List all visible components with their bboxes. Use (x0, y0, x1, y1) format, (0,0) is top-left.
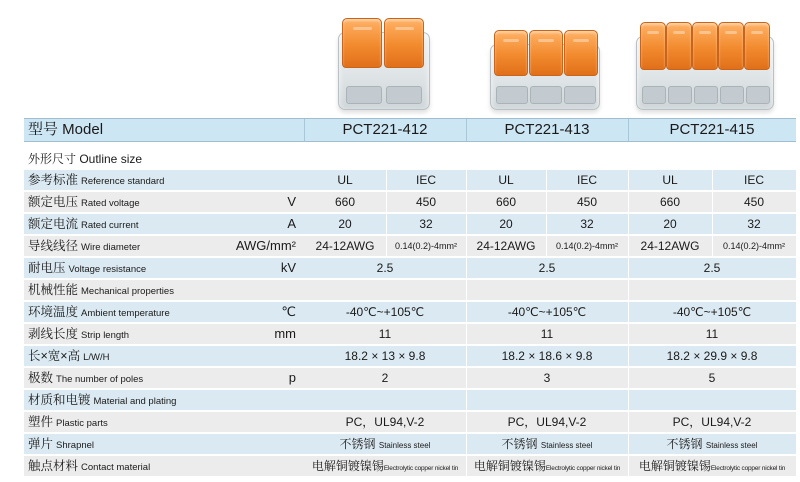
row-label-en: Mechanical properties (81, 286, 174, 297)
row-label-en: Shrapnel (56, 440, 95, 451)
value-cell: 0.14(0.2)-4mm² (722, 241, 785, 251)
row-material-plating (24, 390, 796, 412)
value-cell: 32 (580, 217, 594, 231)
row-label-en: L/W/H (83, 352, 110, 363)
unit-label: ℃ (281, 304, 296, 319)
row-rated-current (24, 214, 796, 236)
row-wire-diameter (24, 236, 796, 258)
value-cell: PC，UL94,V-2 (507, 415, 587, 429)
value-cell: 32 (419, 217, 433, 231)
row-reference-standard (24, 170, 796, 192)
value-cell: 20 (663, 217, 677, 231)
row-label-en: Wire diameter (81, 242, 141, 253)
row-label-cn: 长×宽×高 (28, 349, 81, 363)
row-label-en: Voltage resistance (68, 264, 147, 275)
value-cell: 11 (540, 327, 554, 341)
row-number-of-poles (24, 368, 796, 390)
value-cell: IEC (576, 173, 597, 187)
unit-label: AWG/mm² (235, 238, 296, 253)
row-label-en: Reference standard (81, 176, 165, 187)
value-cell: 660 (334, 195, 356, 209)
row-label-cn: 剥线长度 (28, 327, 79, 341)
row-shrapnel (24, 434, 796, 456)
value-cell: UL (498, 173, 514, 187)
value-cell: 5 (708, 371, 716, 385)
value-cell: 0.14(0.2)-4mm² (394, 241, 457, 251)
value-cell: 20 (338, 217, 352, 231)
value-cell: 450 (576, 195, 598, 209)
row-label-cn: 参考标准 (28, 173, 79, 187)
value-cell: -40℃~+105℃ (345, 305, 425, 319)
value-cell: 2.5 (703, 261, 721, 275)
model-pct221-413: PCT221-413 (504, 121, 590, 138)
value-cell: 18.2 × 18.6 × 9.8 (501, 349, 593, 363)
value-cell: -40℃~+105℃ (507, 305, 587, 319)
row-label-en: Rated current (81, 220, 139, 231)
row-mechanical-properties (24, 280, 796, 302)
row-label-en: Ambient temperature (81, 308, 170, 319)
value-cell: 20 (499, 217, 513, 231)
value-cell: 660 (495, 195, 517, 209)
row-label-cn: 极数 (28, 371, 54, 385)
row-label-cn: 额定电压 (28, 195, 79, 209)
unit-label: kV (280, 260, 296, 275)
value-cell: 2.5 (538, 261, 556, 275)
value-cell: UL (662, 173, 678, 187)
value-cell: 24-12AWG (640, 239, 700, 253)
unit-label: p (288, 370, 296, 385)
row-dimensions (24, 346, 796, 368)
row-voltage-resistance (24, 258, 796, 280)
row-plastic-parts (24, 412, 796, 434)
value-cell: 24-12AWG (476, 239, 536, 253)
value-cell: 不锈钢 Stainless steel (666, 437, 758, 451)
row-label-cn: 导线线径 (28, 239, 79, 253)
model-header-row (24, 118, 796, 142)
value-cell: IEC (743, 173, 764, 187)
unit-label: A (287, 216, 296, 231)
value-cell: 电解铜镀镍锡Electrolytic copper nickel tin (473, 459, 621, 473)
value-cell: 11 (705, 327, 719, 341)
row-label-cn: 耐电压 (28, 261, 66, 275)
connector-5-pole-image (636, 22, 774, 110)
connector-3-pole-image (490, 30, 600, 110)
row-label-cn: 材质和电镀 (28, 393, 91, 407)
value-cell: 24-12AWG (315, 239, 375, 253)
row-label-cn: 额定电流 (28, 217, 79, 231)
model-pct221-412: PCT221-412 (342, 121, 428, 138)
value-cell: 660 (659, 195, 681, 209)
row-strip-length (24, 324, 796, 346)
value-cell: 32 (747, 217, 761, 231)
value-cell: 450 (415, 195, 437, 209)
value-cell: 450 (743, 195, 765, 209)
row-label-en: The number of poles (56, 374, 144, 385)
row-rated-voltage (24, 192, 796, 214)
unit-label: mm (274, 326, 296, 341)
unit-label: V (287, 194, 296, 209)
row-label-cn: 弹片 (28, 437, 54, 451)
value-cell: 18.2 × 29.9 × 9.8 (666, 349, 758, 363)
row-contact-material (24, 456, 796, 478)
model-pct221-415: PCT221-415 (669, 121, 755, 138)
row-label-en: Strip length (81, 330, 130, 341)
value-cell: PC，UL94,V-2 (672, 415, 752, 429)
value-cell: 不锈钢 Stainless steel (501, 437, 593, 451)
value-cell: 2 (381, 371, 389, 385)
value-cell: -40℃~+105℃ (672, 305, 752, 319)
model-label: 型号 Model (28, 121, 104, 138)
row-ambient-temperature (24, 302, 796, 324)
value-cell: 0.14(0.2)-4mm² (555, 241, 618, 251)
value-cell: PC，UL94,V-2 (345, 415, 425, 429)
value-cell: 3 (543, 371, 551, 385)
row-label-en: Rated voltage (81, 198, 140, 209)
row-label-cn: 塑件 (28, 415, 54, 429)
value-cell: UL (337, 173, 353, 187)
row-label-cn: 机械性能 (28, 283, 79, 297)
connector-2-pole-image (338, 18, 430, 110)
value-cell: 不锈钢 Stainless steel (339, 437, 431, 451)
value-cell: 电解铜镀镍锡Electrolytic copper nickel tin (311, 459, 459, 473)
value-cell: 2.5 (376, 261, 394, 275)
row-label-en: Material and plating (93, 396, 177, 407)
row-label-en: Plastic parts (56, 418, 108, 429)
row-label-cn: 环境温度 (28, 305, 79, 319)
outline-size-title: 外形尺寸 Outline size (28, 152, 143, 166)
value-cell: 11 (378, 327, 392, 341)
product-images (0, 0, 800, 118)
row-label-cn: 触点材料 (28, 459, 79, 473)
value-cell: IEC (415, 173, 436, 187)
row-label-en: Contact material (81, 462, 151, 473)
value-cell: 18.2 × 13 × 9.8 (344, 349, 426, 363)
value-cell: 电解铜镀镍锡Electrolytic copper nickel tin (638, 459, 786, 473)
